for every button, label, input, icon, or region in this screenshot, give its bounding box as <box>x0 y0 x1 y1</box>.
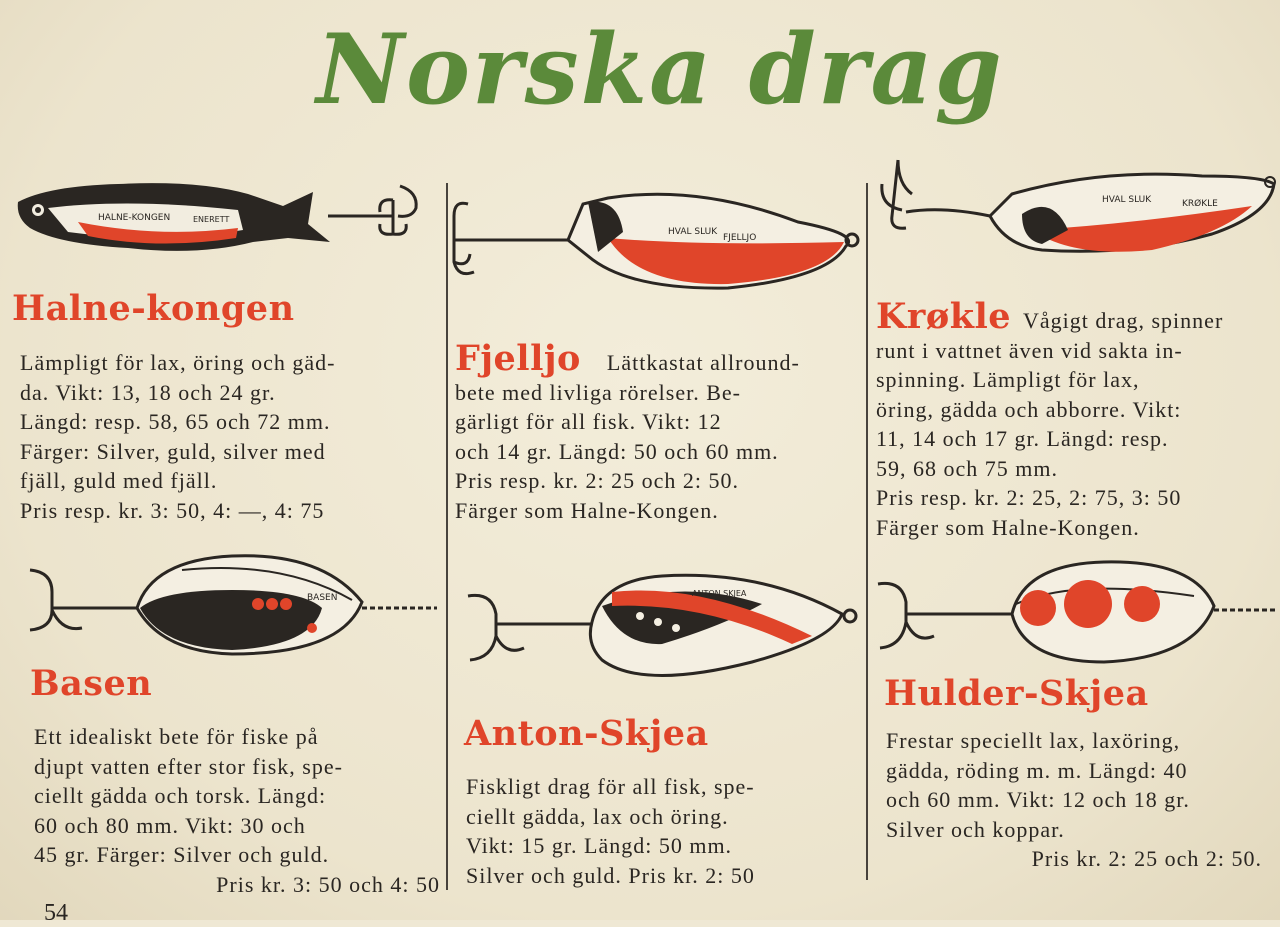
hulder-skjea-lure-image <box>874 556 1278 666</box>
lure-imprint: ANTON SKJEA <box>692 589 747 598</box>
lure-imprint: ENERETT <box>193 215 230 224</box>
description-line: gädda, röding m. m. Längd: 40 <box>886 757 1188 783</box>
wobbler-lure-icon <box>872 154 1278 264</box>
fjelljo-lure-image <box>448 182 866 292</box>
description-line: Ett idealiskt bete för fiske på <box>34 724 319 749</box>
description-line: och 14 gr. Längd: 50 och 60 mm. <box>455 438 779 464</box>
krokle-heading: Krøkle <box>876 296 1012 337</box>
spinner-lure-icon <box>874 556 1278 666</box>
description-line: och 60 mm. Vikt: 12 och 18 gr. <box>886 787 1190 812</box>
hulder-skjea-price: Pris kr. 2: 25 och 2: 50. <box>1031 846 1262 871</box>
halne-kongen-lure-image <box>8 172 428 267</box>
basen-heading: Basen <box>30 663 153 704</box>
description-line: Silver och guld. Pris kr. 2: 50 <box>466 862 755 888</box>
basen-description <box>34 722 440 899</box>
hulder-skjea-description <box>886 726 1262 874</box>
column-divider-right <box>866 183 868 880</box>
description-line: Längd: resp. 58, 65 och 72 mm. <box>20 409 331 434</box>
description-line: Färger: Silver, guld, silver med <box>20 438 326 464</box>
fish-shaped-lure-icon <box>8 172 428 267</box>
description-line: 59, 68 och 75 mm. <box>876 455 1058 481</box>
basen-lure-image <box>22 550 442 660</box>
lure-imprint: KRØKLE <box>1182 199 1218 209</box>
description-line: runt i vattnet även vid sakta in- <box>876 337 1183 363</box>
page-number: 54 <box>44 900 68 926</box>
krokle-price: Pris resp. kr. 2: 25, 2: 75, 3: 50 <box>876 485 1182 510</box>
page-title: Norska drag <box>316 13 1004 126</box>
description-line: Fiskligt drag för all fisk, spe- <box>466 774 755 799</box>
halne-kongen-price: Pris resp. kr. 3: 50, 4: —, 4: 75 <box>20 497 325 523</box>
description-line: bete med livliga rörelser. Be- <box>455 379 741 405</box>
description-line: ciellt gädda, lax och öring. <box>466 803 729 829</box>
description-line: Frestar speciellt lax, laxöring, <box>886 728 1181 753</box>
description-line: 45 gr. Färger: Silver och guld. <box>34 842 330 867</box>
halne-kongen-description <box>20 348 436 525</box>
description-line: 60 och 80 mm. Vikt: 30 och <box>34 812 306 838</box>
description-line: Färger som Halne-Kongen. <box>455 497 719 523</box>
spoon-lure-icon <box>22 550 442 660</box>
lure-imprint: HALNE-KONGEN <box>98 213 171 223</box>
description-line: gärligt för all fisk. Vikt: 12 <box>455 409 722 434</box>
anton-skjea-description <box>466 772 864 890</box>
description-line: Lättkastat allround- <box>606 350 800 375</box>
description-line: Vågigt drag, spinner <box>1023 308 1224 333</box>
anton-skjea-heading: Anton-Skjea <box>464 713 709 754</box>
lure-imprint: HVAL SLUK <box>668 227 718 237</box>
lure-imprint: FJELLJO <box>723 233 757 243</box>
halne-kongen-heading: Halne-kongen <box>12 288 295 329</box>
description-line: ciellt gädda och torsk. Längd: <box>34 783 327 808</box>
basen-price: Pris kr. 3: 50 och 4: 50 <box>216 871 440 897</box>
description-line: spinning. Lämpligt för lax, <box>876 367 1140 392</box>
fjelljo-description <box>455 338 860 525</box>
description-line: Färger som Halne-Kongen. <box>876 514 1140 540</box>
fjelljo-heading-line <box>455 338 860 379</box>
description-line: 11, 14 och 17 gr. Längd: resp. <box>876 426 1169 451</box>
description-line: Vikt: 15 gr. Längd: 50 mm. <box>466 833 733 858</box>
description-line: Pris resp. kr. 2: 25 och 2: 50. <box>455 468 739 493</box>
fjelljo-heading: Fjelljo <box>455 338 581 379</box>
hulder-skjea-heading: Hulder-Skjea <box>884 673 1149 714</box>
anton-skjea-lure-image <box>462 566 862 686</box>
krokle-lure-image <box>872 154 1278 264</box>
lure-imprint: HVAL SLUK <box>1102 195 1152 205</box>
description-line: djupt vatten efter stor fisk, spe- <box>34 753 343 779</box>
wobbler-lure-icon <box>448 182 866 292</box>
description-line: Lämpligt för lax, öring och gäd- <box>20 350 336 375</box>
description-line: fjäll, guld med fjäll. <box>20 468 218 493</box>
description-line: öring, gädda och abborre. Vikt: <box>876 396 1182 422</box>
description-line: da. Vikt: 13, 18 och 24 gr. <box>20 379 276 405</box>
description-line: Silver och koppar. <box>886 816 1065 842</box>
krokle-description <box>876 296 1260 542</box>
lure-imprint: BASEN <box>307 593 338 603</box>
spoon-lure-icon <box>462 566 862 686</box>
krokle-heading-line <box>876 296 1260 337</box>
